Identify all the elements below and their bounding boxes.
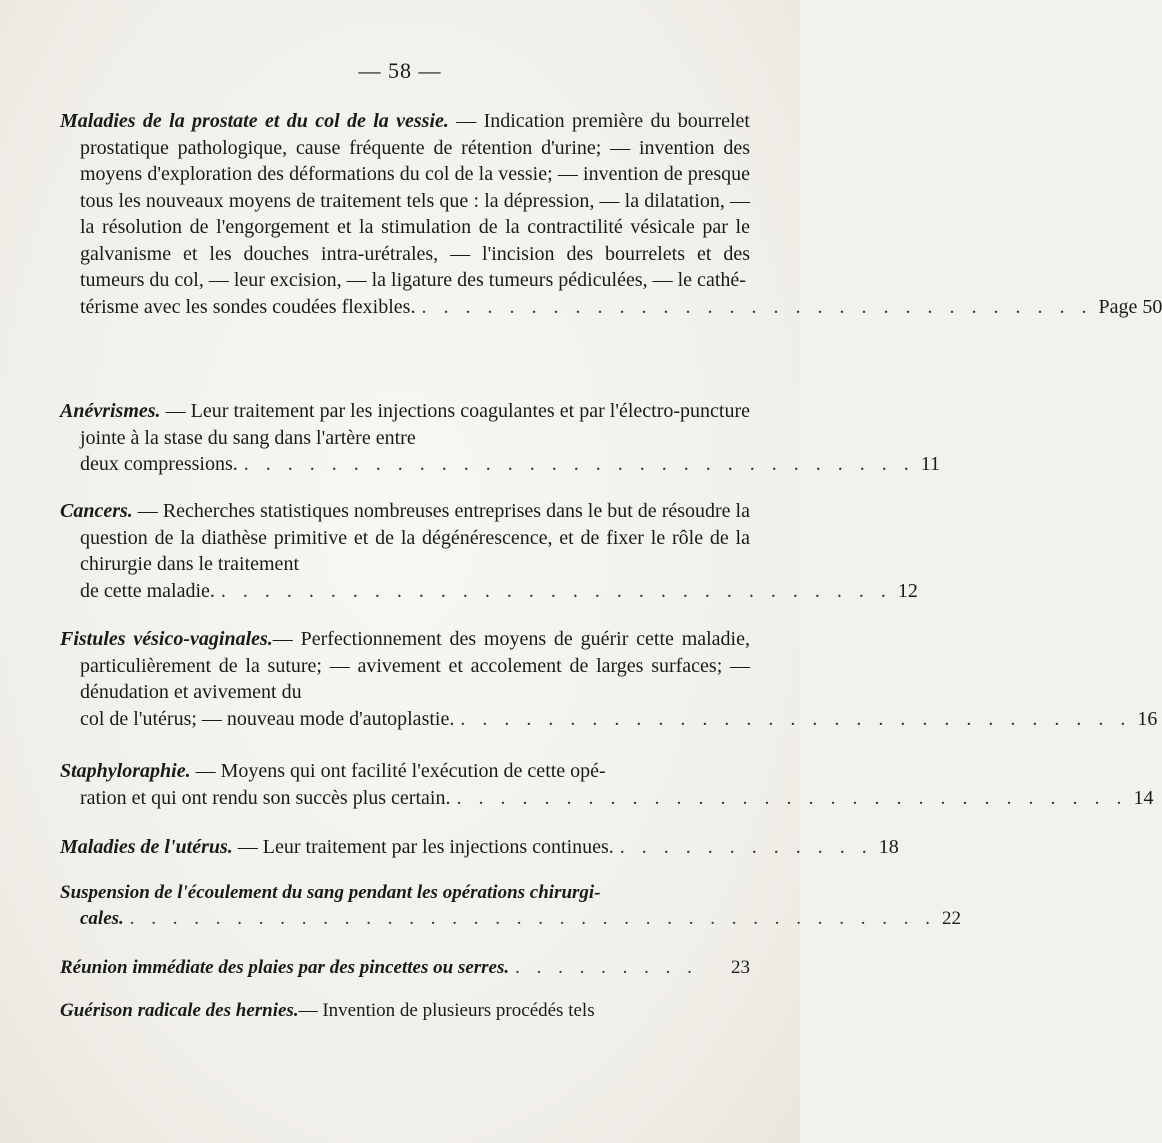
toc-entry <box>60 398 941 478</box>
dot-leader: . . . . . . . . . . . . . . . . . . . . . . . . . . . . . . . . . . . . . . <box>129 908 937 929</box>
entry-heading: Fistules vésico-vaginales. <box>60 628 273 650</box>
entry-text: — Leur traitement par les injections coagulantes et par l'électro-puncture jointe à la stase du sang dans l'artère entre <box>80 400 750 449</box>
entry-heading: Maladies de la prostate et du col de la vessie. <box>60 110 449 132</box>
entry-text: — Recherches statistiques nombreuses entreprises dans le but de résoudre la question de la diathèse primitive et de la dégénérescence, et de fixer le rôle de la chirurgie dans le traitement <box>80 500 750 575</box>
dot-leader: . . . . . . . . . . . . . . . . . . . . . . . . . . . . . . . <box>421 295 1093 318</box>
entry-page: 14 <box>1133 786 1154 809</box>
entry-heading: Maladies de l'utérus. <box>60 836 233 858</box>
entry-page: 11 <box>920 453 941 475</box>
dot-leader: . . . . . . . . . . . . . . . . . . . . . . . . . . . . . . . <box>456 786 1128 809</box>
entry-page: 12 <box>897 579 918 602</box>
entry-heading: Réunion immédiate des plaies par des pincettes ou serres. <box>60 957 510 978</box>
entry-text: — Leur traitement par les injections continues. <box>237 836 614 858</box>
toc-entry <box>60 834 899 861</box>
entry-heading: Cancers. <box>60 500 133 522</box>
entry-page: 23 <box>731 957 750 978</box>
entry-page: 18 <box>878 836 899 858</box>
entry-last-line: cales. <box>80 908 124 929</box>
entry-page: Page 50 <box>1098 295 1162 318</box>
entry-last-line: deux compressions. <box>80 453 238 475</box>
entry-heading: Suspension de l'écoulement du sang pendant les opérations chirurgi- <box>60 882 601 903</box>
toc-entry <box>60 880 962 932</box>
dot-leader: . . . . . . . . . . . . . . . . . . . . . . . . . . . . . . . <box>460 707 1132 730</box>
entry-text: — Moyens qui ont facilité l'exécution de cette opé- <box>190 760 606 782</box>
entry-last-line: térisme avec les sondes coudées flexibles. <box>80 295 416 318</box>
entry-text: — Invention de plusieurs procédés tels <box>298 1000 595 1021</box>
entry-heading: Guérison radicale des hernies. <box>60 1000 299 1021</box>
entry-heading: Anévrismes. <box>60 400 161 422</box>
entry-last-line: col de l'utérus; — nouveau mode d'autoplastie. <box>80 707 455 730</box>
entry-text: — Perfectionnement des moyens de guérir cette maladie, particulièrement de la suture; — avivement et accolement de larges surfaces; — dénudation et avivement du <box>80 628 750 703</box>
entry-last-line: de cette maladie. <box>80 579 215 602</box>
dot-leader: . . . . . . . . . <box>515 957 698 978</box>
entry-heading: Staphyloraphie. <box>60 760 191 782</box>
toc-entry <box>60 998 750 1024</box>
entry-text: — Indication première du bourrelet prostatique pathologique, cause fréquente de rétention d'urine; — invention des moyens d'exploration des déformations du col de la vessie; — invention de presque tous les nouveaux moyens de traitement tels que : la dépression, — la dilatation, — la résolution de l'engorgement et la stimulation de la contractilité vésicale par le galvanisme et les douches intra-urétrales, — l'incision des bourrelets et des tumeurs du col, — leur excision, — la ligature des tumeurs pédiculées, — le cathé- <box>80 110 750 291</box>
entry-last-line: ration et qui ont rendu son succès plus certain. <box>80 786 451 809</box>
entry-page: 16 <box>1137 707 1158 730</box>
page-number: — 58 — <box>358 58 442 83</box>
toc-entry <box>60 758 1154 811</box>
toc-entry <box>60 108 1162 320</box>
toc-entry <box>60 626 1158 732</box>
toc-entry <box>60 955 750 981</box>
entry-page: 22 <box>942 908 962 929</box>
dot-leader: . . . . . . . . . . . . . . . . . . . . . . . . . . . . . . . <box>243 453 915 475</box>
dot-leader: . . . . . . . . . . . . <box>619 836 873 858</box>
toc-entry <box>60 498 918 604</box>
dot-leader: . . . . . . . . . . . . . . . . . . . . . . . . . . . . . . . <box>220 579 892 602</box>
